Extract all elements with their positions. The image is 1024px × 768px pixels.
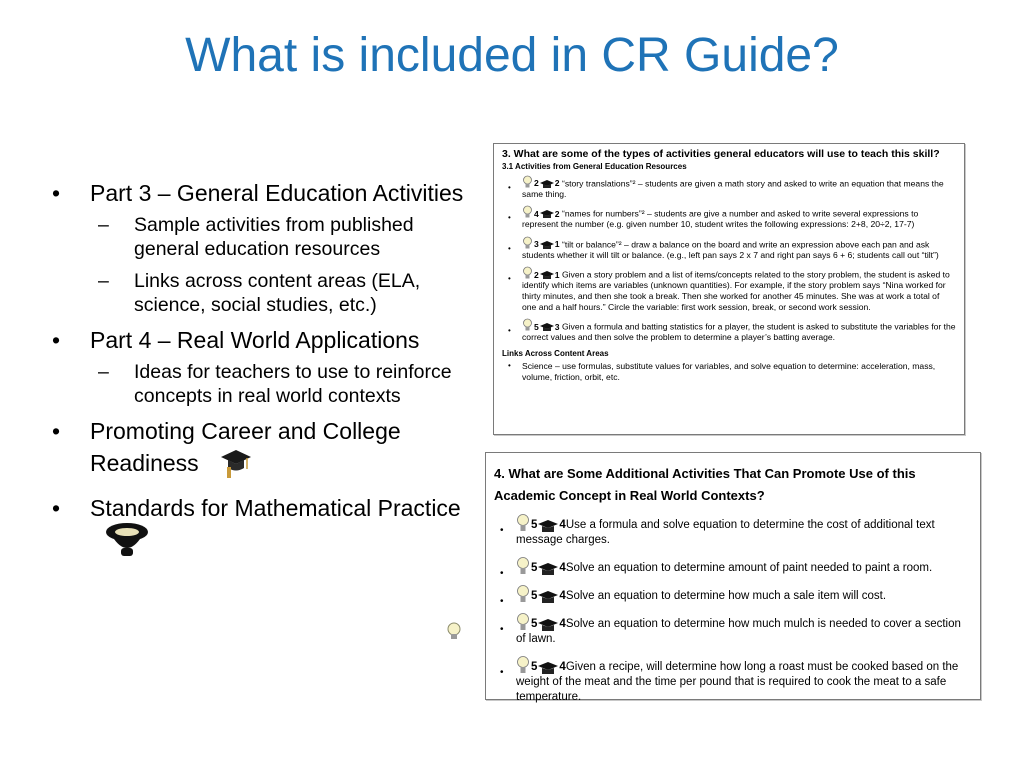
bulb-cap-icon: 5 4 <box>516 584 566 604</box>
sub-text: Ideas for teachers to use to reinforce concepts in real world contexts <box>134 361 452 407</box>
bowl-icon <box>104 522 150 566</box>
graduation-cap-icon <box>219 445 253 485</box>
list-item: • 5 3 Given a formula and batting statistics for a player, the student is asked to substitute the variables for the correct values and then solve the problem to determine a player’s batting average. <box>522 318 956 343</box>
bullet-list <box>52 180 482 576</box>
list-item: • 5 4 Solve an equation to determine how much a sale item will cost. <box>516 584 972 604</box>
bulb-cap-icon: 5 4 <box>516 655 566 675</box>
item-text: “story translations”² – students are given a math story and asked to write an equation that means the same thing. <box>522 178 944 199</box>
sub-item: – Links across content areas (ELA, science, social studies, etc.) <box>98 270 421 316</box>
bullet-item: • Promoting Career and College Readiness <box>52 418 482 485</box>
bullet-text: Part 4 – Real World Applications <box>90 327 420 353</box>
item-text: Given a formula and batting statistics for a player, the student is asked to substitute the variables for the correct values and then solve the problem to determine a player’s batting average. <box>522 321 956 343</box>
lightbulb-icon <box>446 622 462 647</box>
list-item: • 5 4 Use a formula and solve equation to determine the cost of additional text message charges. <box>516 513 972 548</box>
item-text: “tilt or balance”² – draw a balance on the board and write an expression above each pan and ask students whether it will tilt or balance. (e.g., left pan says 2 x 7 and right pan says 6 + 6; students call out “tilt”) <box>522 239 939 260</box>
sub-list <box>90 213 482 317</box>
item-text: Solve an equation to determine how much mulch is needed to cover a section of lawn. <box>516 618 961 645</box>
activity-list <box>494 513 972 705</box>
bulb-cap-icon: 5 4 <box>516 612 566 632</box>
bullet-text: Standards for Mathematical Practice <box>90 495 461 521</box>
bullet-text: Promoting Career and College Readiness <box>90 418 401 477</box>
bulb-cap-icon: 5 4 <box>516 513 566 533</box>
bullet-text: Part 3 – General Education Activities <box>90 180 464 206</box>
item-text: Solve an equation to determine amount of paint needed to paint a room. <box>565 562 933 574</box>
list-item: • 3 1 “tilt or balance”² – draw a balance on the board and write an expression above each pan and ask students whether it will tilt or balance. (e.g., left pan says 2 x 7 and right pan says 6 + 6; students call out “tilt”) <box>522 236 956 261</box>
bulb-cap-icon: 5 3 <box>522 318 560 332</box>
bullet-item: • Part 3 – General Education Activities – Sample activities from published general education resources – Links across content areas (ELA, science, social studies, etc.) <box>52 180 482 317</box>
item-text: Given a recipe, will determine how long a roast must be cooked based on the weight of the meat and the time per pound that is required to cook the meat to a safe temperature. <box>516 661 959 703</box>
list-item: • 2 2 “story translations”² – students are given a math story and asked to write an equation that means the same thing. <box>522 175 956 200</box>
activities-panel <box>493 143 965 435</box>
bulb-cap-icon: 2 2 <box>522 175 560 189</box>
bulb-cap-icon: 5 4 <box>516 556 566 576</box>
item-text: Science – use formulas, substitute values for variables, and solve equation to determine: acceleration, mass, volume, friction, orbit, etc. <box>522 361 936 382</box>
section-heading: 3.1 Activities from General Education Resources <box>502 162 687 171</box>
sub-item: – Ideas for teachers to use to reinforce concepts in real world contexts <box>98 361 452 407</box>
item-text: Given a story problem and a list of items/concepts related to the story problem, the student is asked to identify which items are variables (unknown quantities). For example, if the story problem says “Nina worked for thirty minutes, and then she took a break. Then she worked for another 45 minutes. She was at work a total of one and a half hours.” Circle the variable: first work session, break, or second work session. <box>522 269 950 312</box>
item-text: Solve an equation to determine how much a sale item will cost. <box>565 590 887 602</box>
links-list <box>502 361 956 382</box>
item-text: “names for numbers”² – students are give a number and asked to write several expressions to represent the number (e.g. given number 10, student writes the following expressions: 2+8, 20÷2, 17-7) <box>522 208 919 230</box>
list-item: • 2 1 Given a story problem and a list of items/concepts related to the story problem, the student is asked to identify which items are variables (unknown quantities). For example, if the story problem says “Nina worked for thirty minutes, and then she took a break. Then she worked for another 45 minutes. She was at work a total of one and a half hours.” Circle the variable: first work session, break, or second work session. <box>522 266 956 312</box>
sub-text: Sample activities from published general education resources <box>134 214 414 260</box>
panel-question: 3. What are some of the types of activities general educators will use to teach this skill? <box>502 148 940 160</box>
panel-question: 4. What are Some Additional Activities That Can Promote Use of this Academic Concept in Real World Contexts? <box>494 466 916 503</box>
section-heading: Links Across Content Areas <box>502 348 609 358</box>
list-item: • 5 4 Given a recipe, will determine how long a roast must be cooked based on the weight of the meat and the time per pound that is required to cook the meat to a safe temperature. <box>516 655 972 705</box>
bulb-cap-icon: 4 2 <box>522 205 560 219</box>
real-world-panel <box>485 452 981 703</box>
list-item: • 4 2 “names for numbers”² – students are give a number and asked to write several expressions to represent the number (e.g. given number 10, student writes the following expressions: 2+8, 20÷2, 17-7) <box>522 205 956 230</box>
list-item: • 5 4 Solve an equation to determine amount of paint needed to paint a room. <box>516 556 972 576</box>
bulb-cap-icon: 2 1 <box>522 266 560 280</box>
bulb-cap-icon: 3 1 <box>522 236 560 250</box>
sub-text: Links across content areas (ELA, science, social studies, etc.) <box>134 270 421 316</box>
sub-list <box>90 360 482 408</box>
list-item: • Science – use formulas, substitute values for variables, and solve equation to determine: acceleration, mass, volume, friction, orbit, etc. <box>508 361 936 382</box>
bullet-item: • Standards for Mathematical Practice <box>52 495 482 566</box>
list-item: • 5 4 Solve an equation to determine how much mulch is needed to cover a section of lawn. <box>516 612 972 647</box>
slide-title: What is included in CR Guide? <box>185 29 839 82</box>
bullet-item: • Part 4 – Real World Applications – Ideas for teachers to use to reinforce concepts in real world contexts <box>52 327 482 408</box>
activity-list <box>502 175 956 343</box>
sub-item: – Sample activities from published general education resources <box>98 214 414 260</box>
item-text: Use a formula and solve equation to determine the cost of additional text message charges. <box>516 519 935 546</box>
